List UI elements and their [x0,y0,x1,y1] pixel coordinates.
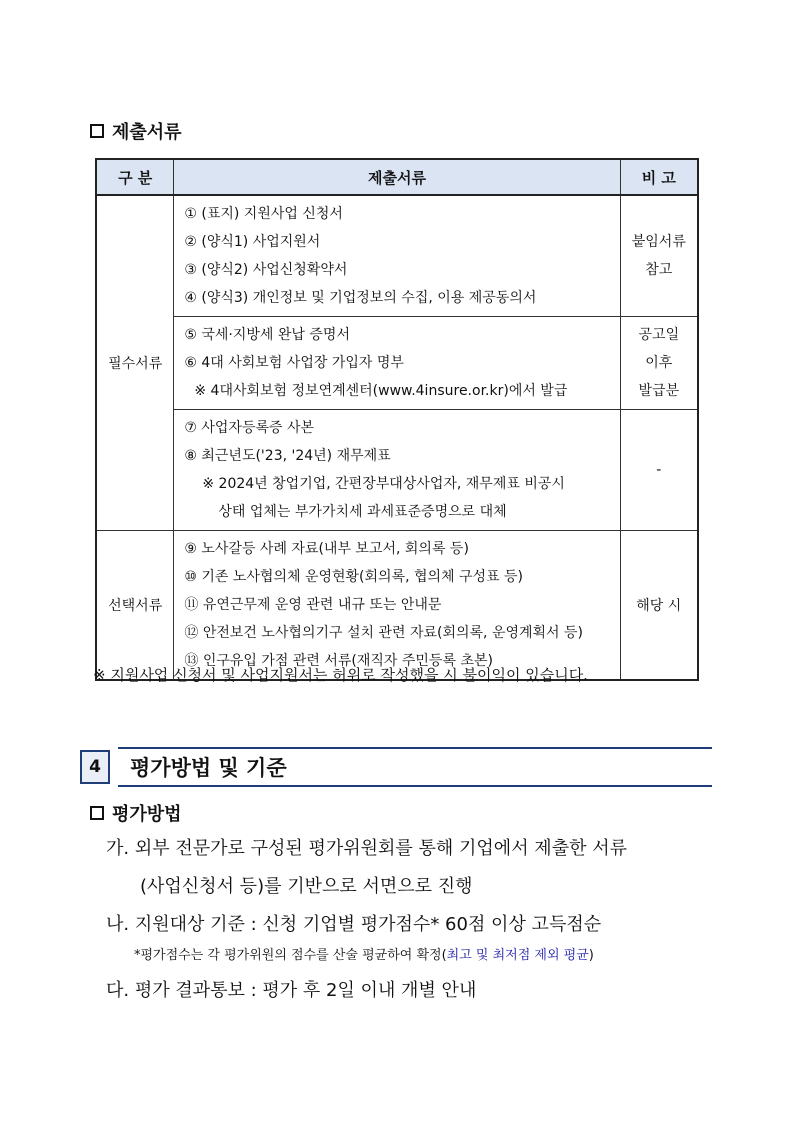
list-item: ① (표지) 지원사업 신청서 [184,206,343,222]
item-da: 다. 평가 결과통보 : 평가 후 2일 이내 개별 안내 [106,980,477,1001]
list-item-note: ※ 2024년 창업기업, 간편장부대상사업자, 재무제표 비공시 [202,476,565,492]
item-na-note: *평가점수는 각 평가위원의 점수를 산술 평균하여 확정(최고 및 최저점 제외 평균) [134,948,594,963]
list-item: ② (양식1) 사업지원서 [184,234,321,250]
submission-footnote: ※ 지원사업 신청서 및 사업지원서는 허위로 작성했을 시 불이익이 있습니다. [93,666,588,684]
item-ga-line2: (사업신청서 등)를 기반으로 서면으로 진행 [140,876,473,897]
item-na: 나. 지원대상 기준 : 신청 기업별 평가점수* 60점 이상 고득점순 [106,914,602,935]
table-header-row [96,159,698,195]
highlighted-note: 최고 및 최저점 제외 평균 [446,948,589,963]
note-group-4: 해당 시 [620,531,698,681]
submission-heading [90,118,182,144]
doc-group-2 [174,317,620,410]
submission-heading-text: 제출서류 [112,122,182,143]
list-item: ⑩ 기존 노사협의체 운영현황(회의록, 협의체 구성표 등) [184,569,524,585]
note-group-1: 붙임서류 참고 [620,195,698,317]
list-item: ⑪ 유연근무제 운영 관련 내규 또는 안내문 [184,597,442,613]
evaluation-heading [90,800,182,826]
doc-group-1 [174,195,620,317]
doc-group-4 [174,531,620,681]
item-ga-line1: 가. 외부 전문가로 구성된 평가위원회를 통해 기업에서 제출한 서류 [106,838,627,859]
checkbox-square-icon [90,806,104,820]
evaluation-heading-text: 평가방법 [112,804,182,825]
header-category: 구 분 [96,159,174,195]
table-row [96,195,698,317]
header-documents: 제출서류 [174,159,620,195]
table-row [96,531,698,681]
section-number-badge: 4 [80,750,110,784]
list-item: ⑤ 국세·지방세 완납 증명서 [184,327,350,343]
list-item: ⑨ 노사갈등 사례 자료(내부 보고서, 회의록 등) [184,541,469,557]
checkbox-square-icon [90,124,104,138]
required-label: 필수서류 [96,195,174,531]
list-item: ⑥ 4대 사회보험 사업장 가입자 명부 [184,355,404,371]
list-item: ④ (양식3) 개인정보 및 기업정보의 수집, 이용 제공동의서 [184,290,537,306]
table-row [96,317,698,410]
table-row [96,410,698,531]
list-item-note: ※ 4대사회보험 정보연계센터(www.4insure.or.kr)에서 발급 [194,383,568,399]
list-item: ③ (양식2) 사업신청확약서 [184,262,348,278]
optional-label: 선택서류 [96,531,174,681]
submission-table [95,158,699,681]
section-title [118,747,712,787]
list-item-note: 상태 업체는 부가가치세 과세표준증명으로 대체 [218,504,507,520]
note-group-3: - [620,410,698,531]
list-item: ⑬ 인구유입 가점 관련 서류(재직자 주민등록 초본) [184,653,493,669]
list-item: ⑧ 최근년도('23, '24년) 재무제표 [184,448,391,464]
section-title-text: 평가방법 및 기준 [130,756,287,780]
list-item: ⑦ 사업자등록증 사본 [184,420,315,436]
list-item: ⑫ 안전보건 노사협의기구 설치 관련 자료(회의록, 운영계획서 등) [184,625,583,641]
note-group-2: 공고일 이후 발급분 [620,317,698,410]
doc-group-3 [174,410,620,531]
header-note: 비 고 [620,159,698,195]
